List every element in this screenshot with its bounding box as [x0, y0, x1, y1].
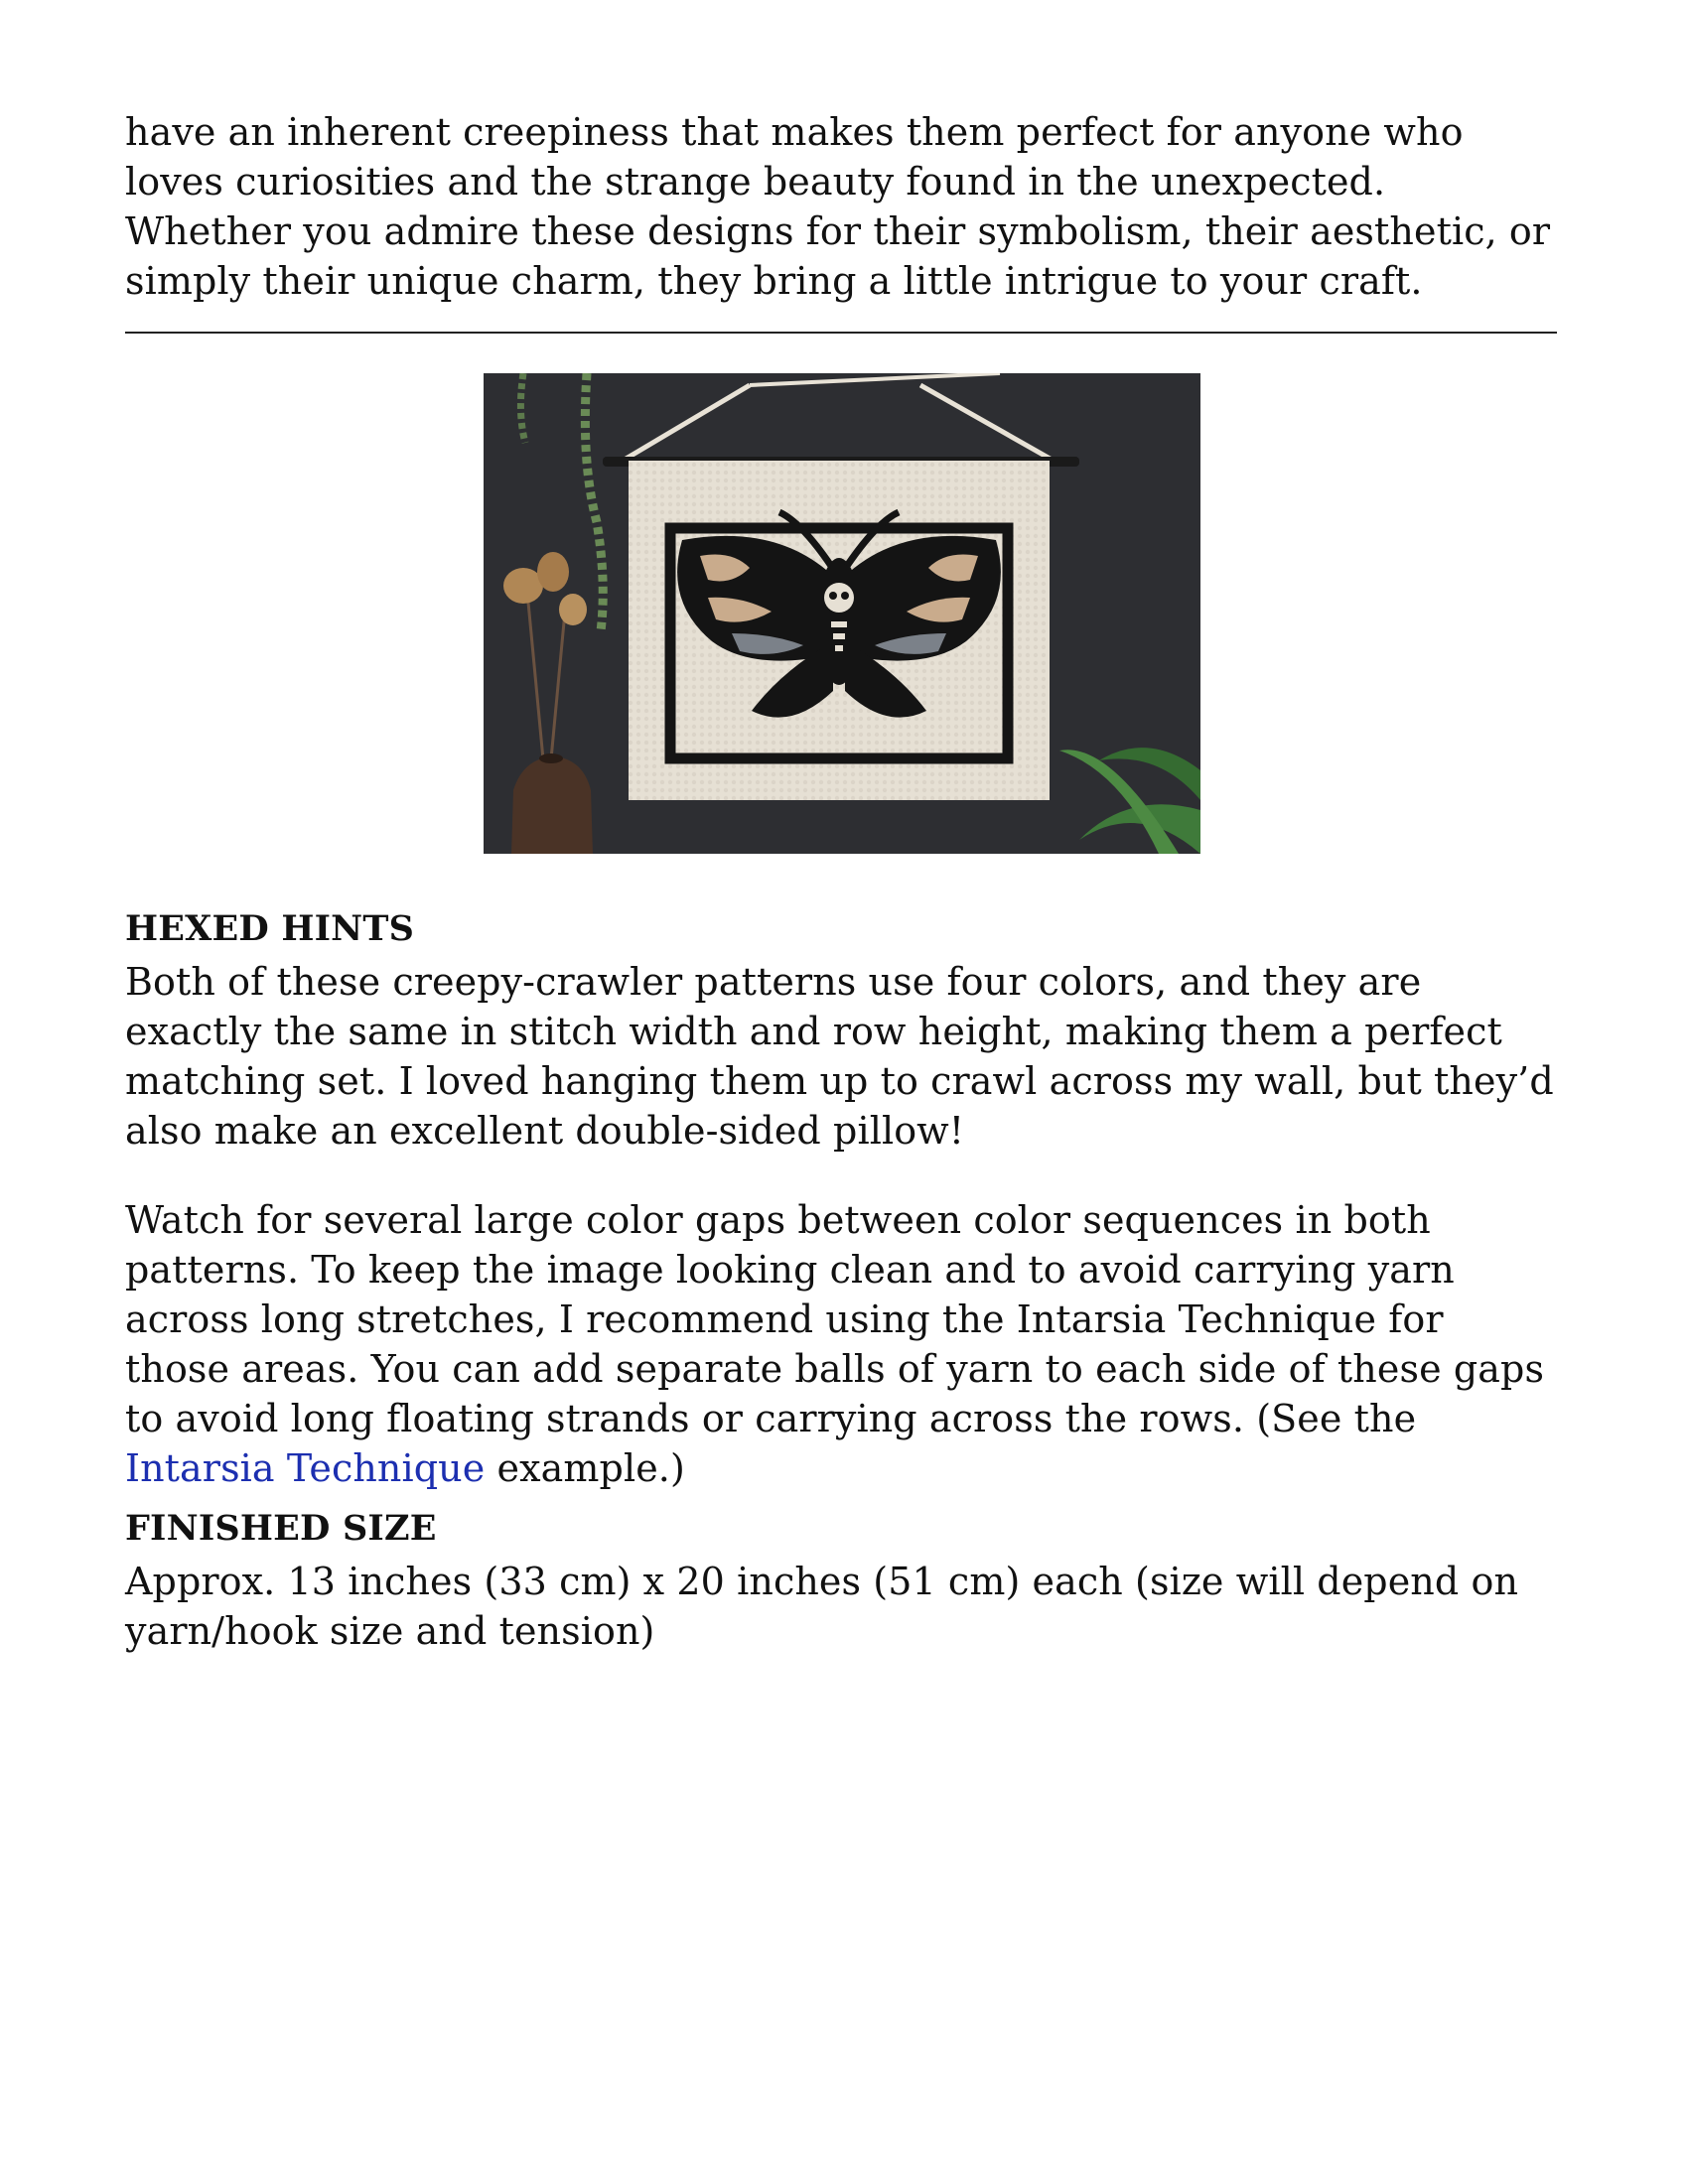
finished-size-text: Approx. 13 inches (33 cm) x 20 inches (51 cm) each (size will depend on yarn/hook size and tension)	[125, 1560, 1519, 1653]
hexed-hints-paragraph-2	[125, 1195, 1555, 1493]
intro-paragraph: have an inherent creepiness that makes them perfect for anyone who loves curiosities and the strange beauty found in the unexpected. Whether you admire these designs for their symbolism, their aesthetic, or simply their unique charm, they bring a little intrigue to your craft.	[125, 110, 1551, 303]
hexed-hints-heading: HEXED HINTS	[125, 908, 415, 949]
section-divider	[125, 332, 1557, 334]
intarsia-technique-link[interactable]: Intarsia Technique	[125, 1446, 486, 1490]
paragraph-2-tail: example.)	[485, 1446, 685, 1490]
paragraph-2-text: Watch for several large color gaps between color sequences in both patterns. To keep the image looking clean and to avoid carrying yarn across long stretches, I recommend using the Intarsia Technique for those areas. You can add separate balls of yarn to each side of these gaps to avoid long floating strands or carrying across the rows. (See the	[125, 1198, 1545, 1440]
finished-size-heading: FINISHED SIZE	[125, 1508, 437, 1549]
moth-tapestry-illustration	[484, 373, 1200, 854]
hexed-hints-paragraph-1: Both of these creepy-crawler patterns use four colors, and they are exactly the same in stitch width and row height, making them a perfect matching set. I loved hanging them up to crawl across my wall, but they’d also make an excellent double-sided pillow!	[125, 960, 1554, 1153]
moth-tapestry-photo	[484, 373, 1200, 854]
page-content	[125, 107, 1555, 1656]
